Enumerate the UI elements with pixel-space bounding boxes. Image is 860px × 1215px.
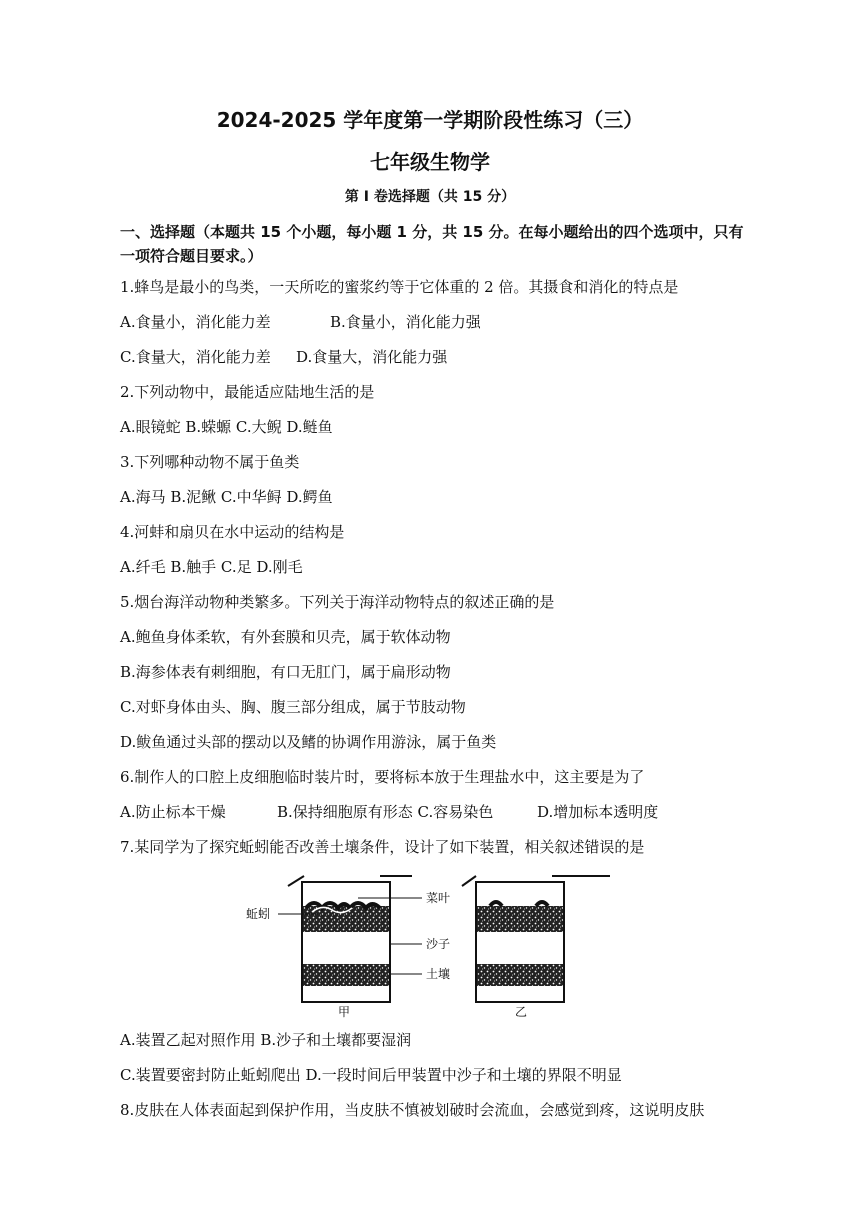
jar-yi [462,876,610,1002]
jar-jia-sand [303,932,389,962]
section-instructions: 一、选择题（本题共 15 个小题，每小题 1 分，共 15 分。在每小题给出的四个选项中，只有一项符合题目要求。） [120,223,744,265]
earthworm-experiment-figure [240,868,620,1018]
question-5-option-b: B.海参体表有刺细胞，有口无肛门，属于扁形动物 [120,663,451,681]
question-1-option-d: D.食量大，消化能力强 [296,348,448,366]
question-2-options: A.眼镜蛇 B.蝾螈 C.大鲵 D.鲢鱼 [120,418,333,436]
question-3-stem: 3.下列哪种动物不属于鱼类 [120,453,300,471]
jar-yi-soil-bottom [477,964,563,986]
question-8-stem: 8.皮肤在人体表面起到保护作用，当皮肤不慎被划破时会流血，会感觉到疼，这说明皮肤 [120,1101,705,1119]
question-6-option-a: A.防止标本干燥 [120,803,226,821]
label-soil: 土壤 [426,967,451,981]
question-2-stem: 2.下列动物中，最能适应陆地生活的是 [120,383,375,401]
question-5-option-d: D.鲅鱼通过头部的摆动以及鳍的协调作用游泳，属于鱼类 [120,733,497,751]
question-6-stem: 6.制作人的口腔上皮细胞临时装片时，要将标本放于生理盐水中，这主要是为了 [120,768,645,786]
question-5-stem: 5.烟台海洋动物种类繁多。下列关于海洋动物特点的叙述正确的是 [120,593,555,611]
question-1-option-b: B.食量小，消化能力强 [330,313,481,331]
question-5-option-a: A.鲍鱼身体柔软，有外套膜和贝壳，属于软体动物 [120,628,451,646]
exam-title: 2024-2025 学年度第一学期阶段性练习（三） [216,108,644,132]
question-7-options-ab: A.装置乙起对照作用 B.沙子和土壤都要湿润 [120,1031,412,1049]
jar-jia [288,876,412,1002]
label-leaves: 菜叶 [426,891,451,905]
jar-jia-soil-bottom [303,964,389,986]
question-1-stem: 1.蜂鸟是最小的鸟类，一天所吃的蜜浆约等于它体重的 2 倍。其摄食和消化的特点是 [120,278,679,296]
exam-subtitle: 七年级生物学 [370,150,490,174]
label-jia: 甲 [338,1005,351,1018]
question-7-stem: 7.某同学为了探究蚯蚓能否改善土壤条件，设计了如下装置，相关叙述错误的是 [120,838,645,856]
section-heading: 第 I 卷选择题（共 15 分） [344,189,516,205]
question-7-options-cd: C.装置要密封防止蚯蚓爬出 D.一段时间后甲装置中沙子和土壤的界限不明显 [120,1066,622,1084]
jar-yi-sand [477,932,563,962]
question-3-options: A.海马 B.泥鳅 C.中华鲟 D.鳄鱼 [120,488,333,506]
question-6-option-bc: B.保持细胞原有形态 C.容易染色 [277,803,494,821]
jar-yi-soil-top [477,906,563,932]
question-6-option-d: D.增加标本透明度 [537,803,659,821]
question-1-option-a: A.食量小，消化能力差 [120,313,271,331]
label-earthworm: 蚯蚓 [246,907,271,921]
label-yi: 乙 [515,1005,528,1018]
question-4-stem: 4.河蚌和扇贝在水中运动的结构是 [120,523,345,541]
question-5-option-c: C.对虾身体由头、胸、腹三部分组成，属于节肢动物 [120,698,466,716]
label-sand: 沙子 [426,937,451,951]
question-1-option-c: C.食量大，消化能力差 [120,348,271,366]
question-4-options: A.纤毛 B.触手 C.足 D.刚毛 [120,558,303,576]
